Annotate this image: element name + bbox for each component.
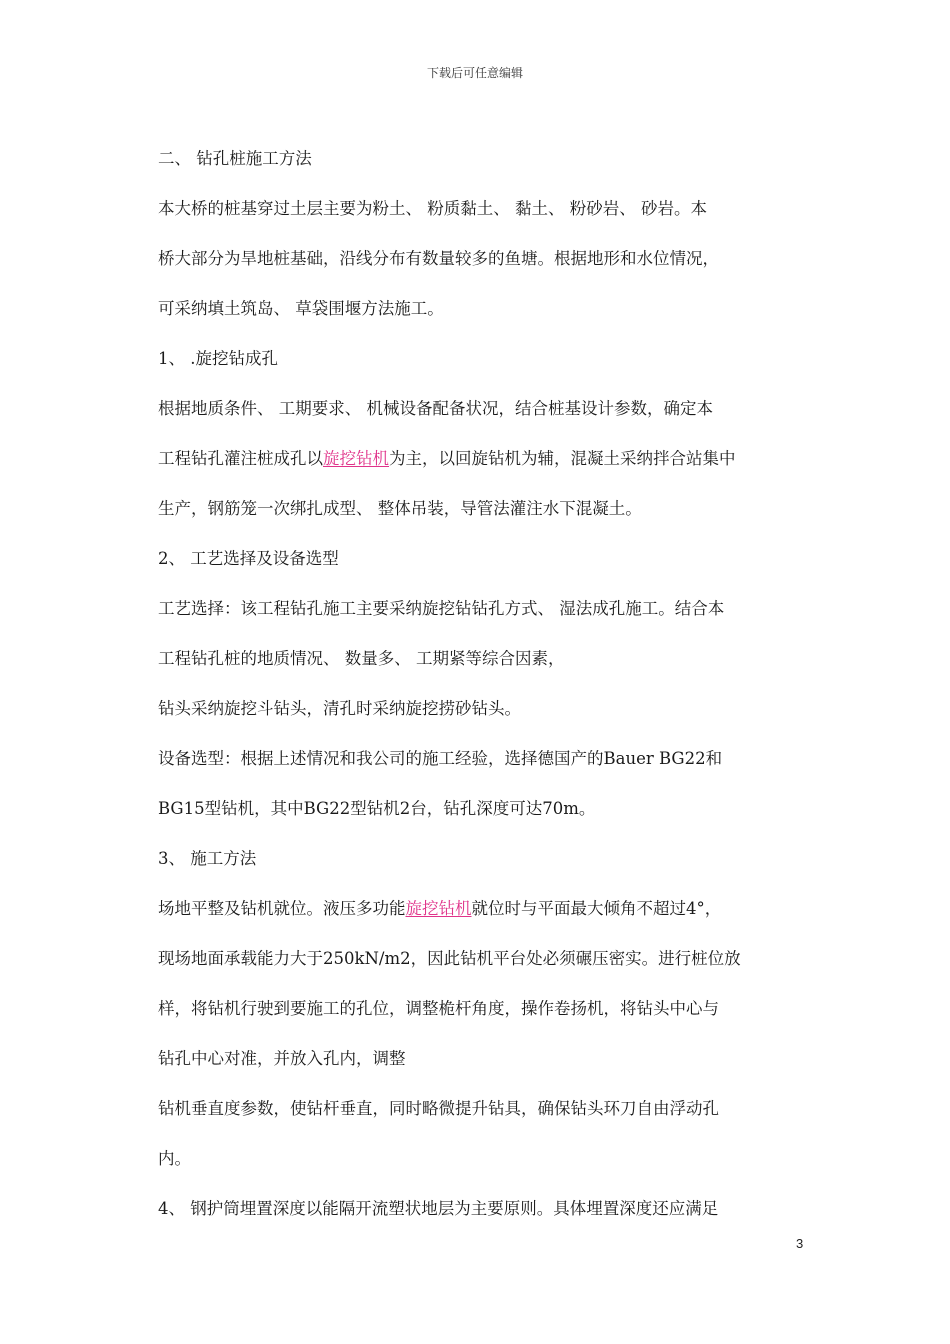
text-segment: 场地平整及钻机就位。液压多功能 [158,899,406,918]
section-heading: 二、 钻孔桩施工方法 [158,149,312,168]
paragraph-line: 桥大部分为旱地桩基础，沿线分布有数量较多的鱼塘。根据地形和水位情况， [158,249,719,268]
page-number: 3 [796,1236,804,1251]
paragraph-line: 钻孔中心对准，并放入孔内，调整 [158,1049,406,1068]
paragraph-line: 样，将钻机行驶到要施工的孔位，调整桅杆角度，操作卷扬机，将钻头中心与 [158,999,719,1018]
text-segment: 就位时与平面最大倾角不超过4°， [471,899,722,918]
paragraph-line: 可采纳填土筑岛、 草袋围堰方法施工。 [158,299,444,318]
paragraph-line: 工艺选择：该工程钻孔施工主要采纳旋挖钻钻孔方式、 湿法成孔施工。结合本 [158,599,725,618]
paragraph-line: 本大桥的桩基穿过土层主要为粉土、 粉质黏土、 黏土、 粉砂岩、 砂岩。本 [158,199,707,218]
rotary-drill-link[interactable]: 旋挖钻机 [323,449,389,468]
paragraph-line: 根据地质条件、 工期要求、 机械设备配备状况，结合桩基设计参数，确定本 [158,399,713,418]
paragraph-line [158,448,736,470]
text-segment: 为主，以回旋钻机为辅，混凝土采纳拌合站集中 [389,449,736,468]
paragraph-line [158,898,721,920]
paragraph-line: 钻机垂直度参数，使钻杆垂直，同时略微提升钻具，确保钻头环刀自由浮动孔 [158,1099,719,1118]
paragraph-line: BG15型钻机，其中BG22型钻机2台，钻孔深度可达70m。 [158,799,596,818]
paragraph-line: 生产，钢筋笼一次绑扎成型、 整体吊装，导管法灌注水下混凝土。 [158,499,642,518]
rotary-drill-link[interactable]: 旋挖钻机 [405,899,472,918]
text-segment: 工程钻孔灌注桩成孔以 [158,449,323,468]
subsection-heading: 3、 施工方法 [158,849,257,868]
page-header: 下载后可任意编辑 [426,66,523,80]
subsection-heading: 2、 工艺选择及设备选型 [158,549,339,568]
subsection-heading: 4、 钢护筒埋置深度以能隔开流塑状地层为主要原则。具体埋置深度还应满足 [158,1199,719,1218]
paragraph-line: 设备选型：根据上述情况和我公司的施工经验，选择德国产的Bauer BG22和 [158,749,723,768]
paragraph-line: 工程钻孔桩的地质情况、 数量多、 工期紧等综合因素， [158,649,565,668]
subsection-heading: 1、 .旋挖钻成孔 [158,349,278,368]
paragraph-line: 内。 [158,1149,191,1168]
paragraph-line: 现场地面承载能力大于250kN/m2，因此钻机平台处必须碾压密实。进行桩位放 [158,949,741,968]
paragraph-line: 钻头采纳旋挖斗钻头，清孔时采纳旋挖捞砂钻头。 [158,699,521,718]
